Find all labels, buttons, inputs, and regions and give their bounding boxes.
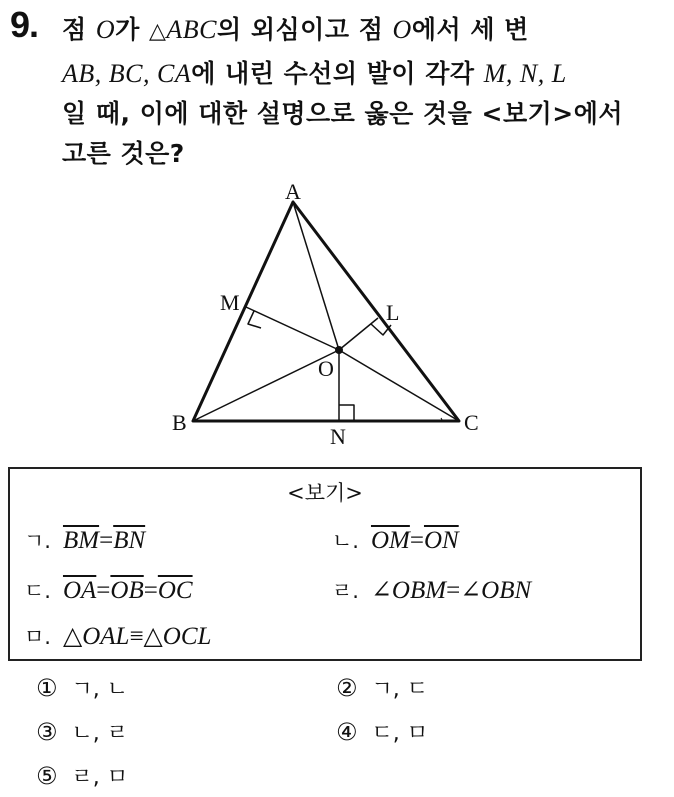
segment-ol xyxy=(339,318,378,350)
bogi-item-5 xyxy=(24,621,211,651)
triangle-symbol: △ xyxy=(143,623,163,650)
label-l: L xyxy=(386,300,400,325)
choice-5[interactable] xyxy=(36,760,128,791)
label-c: C xyxy=(464,410,479,435)
point-o xyxy=(335,346,343,354)
equals-sign: = xyxy=(96,577,111,604)
q-math-sides: AB, BC, CA xyxy=(62,59,192,88)
triangle-ocl: OCL xyxy=(162,623,212,650)
question-line-1 xyxy=(62,10,529,46)
choice-text: ㄴ, ㄹ xyxy=(71,721,129,746)
bogi-item-4 xyxy=(332,575,531,605)
q-math-abc: ABC xyxy=(166,15,218,44)
q-math-o: O xyxy=(392,15,412,44)
choice-text: ㄹ, ㅁ xyxy=(71,765,129,790)
question-line-2 xyxy=(62,54,567,90)
bogi-item-2 xyxy=(332,525,459,555)
q-math-o: O xyxy=(95,15,116,44)
choice-number: ① xyxy=(36,674,58,702)
triangle-symbol: △ xyxy=(149,19,167,44)
choice-text: ㄱ, ㄷ xyxy=(371,677,429,702)
equals-sign: = xyxy=(143,577,158,604)
bogi-box xyxy=(8,467,642,661)
segment-ob: $\overline{OB}$ xyxy=(110,577,144,604)
q-text: 가 xyxy=(115,15,149,44)
angle-symbol: ∠ xyxy=(460,577,482,604)
q-text: 에서 세 변 xyxy=(411,15,529,44)
segment-om xyxy=(246,307,339,350)
segment-om: $\overline{OM}$ xyxy=(370,527,410,554)
item-label: ㅁ. xyxy=(24,625,51,649)
item-label: ㄴ. xyxy=(332,529,359,553)
angle-obm: OBM xyxy=(391,577,447,604)
segment-oc xyxy=(339,350,459,421)
equals-sign: = xyxy=(446,577,461,604)
question-line-3: 일 때, 이에 대한 설명으로 옳은 것을 <보기>에서 xyxy=(62,99,624,128)
triangle-figure xyxy=(168,180,508,460)
q-text: 에 내린 수선의 발이 각각 xyxy=(191,59,484,88)
item-label: ㄹ. xyxy=(332,579,359,603)
segment-oa: $\overline{OA}$ xyxy=(62,577,97,604)
choice-number: ④ xyxy=(336,718,358,746)
bogi-item-1 xyxy=(24,525,145,555)
choice-text: ㄱ, ㄴ xyxy=(71,677,129,702)
angle-obn: OBN xyxy=(481,577,532,604)
choice-number: ⑤ xyxy=(36,762,58,790)
congruent-sign: ≡ xyxy=(129,623,144,650)
label-m: M xyxy=(220,290,240,315)
choice-number: ② xyxy=(336,674,358,702)
item-label: ㄷ. xyxy=(24,579,51,603)
bogi-item-3 xyxy=(24,575,193,605)
item-label: ㄱ. xyxy=(24,529,51,553)
right-angle-mark-n xyxy=(339,405,354,421)
segment-bm: $\overline{BM}$ xyxy=(62,527,100,554)
q-math-feet: M, N, L xyxy=(483,59,567,88)
equals-sign: = xyxy=(99,527,114,554)
triangle-symbol: △ xyxy=(62,623,83,650)
angle-symbol: ∠ xyxy=(370,577,392,604)
question-line-4: 고른 것은? xyxy=(62,139,185,168)
label-b: B xyxy=(172,410,187,435)
label-o: O xyxy=(318,356,334,381)
choice-4[interactable] xyxy=(336,716,428,747)
bogi-title: <보기> xyxy=(287,481,363,505)
equals-sign: = xyxy=(409,527,424,554)
q-text: 점 xyxy=(62,15,96,44)
choice-2[interactable] xyxy=(336,672,428,703)
triangle-oal: OAL xyxy=(82,623,130,650)
label-n: N xyxy=(330,424,346,449)
segment-bn: $\overline{BN}$ xyxy=(113,527,146,554)
question-number: 9. xyxy=(10,4,39,45)
choice-1[interactable] xyxy=(36,672,128,703)
q-text: 의 외심이고 점 xyxy=(217,15,393,44)
segment-on: $\overline{ON}$ xyxy=(423,527,459,554)
choice-text: ㄷ, ㅁ xyxy=(371,721,429,746)
choice-3[interactable] xyxy=(36,716,128,747)
choice-number: ③ xyxy=(36,718,58,746)
segment-oa xyxy=(293,202,339,350)
segment-oc: $\overline{OC}$ xyxy=(157,577,193,604)
label-a: A xyxy=(285,180,301,204)
